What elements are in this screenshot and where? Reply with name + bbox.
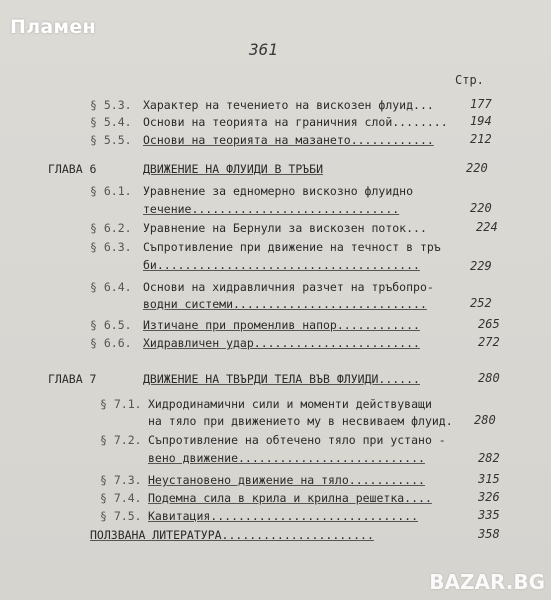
toc-section-number: § 6.5. xyxy=(90,318,132,332)
toc-section-number: § 6.6. xyxy=(90,336,132,350)
toc-entry-text-cont: на тяло при движението му в несвиваем флуид. xyxy=(148,414,453,428)
toc-page-number: 272 xyxy=(478,335,500,349)
toc-entry-text-cont: водни системи............................ xyxy=(143,297,427,311)
toc-page-number: 224 xyxy=(476,220,498,234)
toc-chapter-title: ДВИЖЕНИЕ НА ФЛУИДИ В ТРЪБИ xyxy=(143,162,324,176)
toc-section-number: § 7.4. xyxy=(100,491,142,505)
toc-entry-text: Хидродинамични сили и моменти действуващи xyxy=(148,397,432,411)
toc-section-number: § 6.1. xyxy=(90,184,132,198)
toc-entry-text: Подемна сила в крила и крилна решетка.... xyxy=(148,491,432,505)
toc-page-number: 282 xyxy=(478,451,500,465)
toc-entry-text: Основи на теорията на граничния слой........ xyxy=(143,115,448,129)
toc-section-number: § 5.5. xyxy=(90,133,132,147)
toc-entry-text: Хидравличен удар........................ xyxy=(143,336,420,350)
toc-section-number: § 7.3. xyxy=(100,473,142,487)
toc-entry-text: Уравнение на Бернули за вискозен поток... xyxy=(143,221,427,235)
toc-page-number: 280 xyxy=(478,371,500,385)
page-number: 361 xyxy=(249,40,278,59)
toc-page-number: 212 xyxy=(470,132,492,146)
toc-section-number: § 5.3. xyxy=(90,98,132,112)
toc-section-number: § 7.2. xyxy=(100,433,142,447)
page-column-label: Стр. xyxy=(455,73,484,87)
toc-page-number: 177 xyxy=(470,97,492,111)
watermark-text: Пламен xyxy=(10,16,96,38)
toc-page-number: 194 xyxy=(470,114,492,128)
toc-section-number: § 5.4. xyxy=(90,115,132,129)
bazar-logo: BAZAR.BG xyxy=(429,570,545,594)
toc-section-number: § 6.2. xyxy=(90,221,132,235)
toc-entry-text: Кавитация.............................. xyxy=(148,509,419,523)
toc-entry-text-cont: вено движение........................... xyxy=(148,451,425,465)
toc-chapter-number: ГЛАВА 6 xyxy=(48,162,97,176)
toc-page-number: 280 xyxy=(474,413,496,427)
toc-section-number: § 7.5. xyxy=(100,509,142,523)
toc-entry-text: Уравнение за едномерно вискозно флуидно xyxy=(143,184,414,198)
toc-entry-text: Съпротивление на обтечено тяло при устано - xyxy=(148,433,446,447)
toc-entry-text: Основи на теорията на мазането............ xyxy=(143,133,434,147)
toc-entry-text: Основи на хидравличния разчет на тръбопро- xyxy=(143,280,434,294)
toc-entry-text: Съпротивление при движение на течност в тръ xyxy=(143,240,441,254)
toc-section-number: § 6.4. xyxy=(90,280,132,294)
toc-entry-text-cont: течение.............................. xyxy=(143,202,400,216)
toc-page-number: 252 xyxy=(470,296,492,310)
toc-entry-text: Характер на течението на вискозен флуид... xyxy=(143,98,434,112)
toc-page-number: 315 xyxy=(478,472,500,486)
toc-entry-text: Изтичане при променлив напор............ xyxy=(143,318,420,332)
toc-page-number: 220 xyxy=(470,201,492,215)
toc-section-number: § 7.1. xyxy=(100,397,142,411)
toc-bibliography: ПОЛЗВАНА ЛИТЕРАТУРА...................... xyxy=(90,528,374,542)
toc-page-number: 326 xyxy=(478,490,500,504)
toc-page-number: 335 xyxy=(478,508,500,522)
toc-entry-text-cont: би...................................... xyxy=(143,258,420,272)
toc-page-number: 229 xyxy=(470,259,492,273)
toc-section-number: § 6.3. xyxy=(90,240,132,254)
toc-entry-text: Неустановено движение на тяло........... xyxy=(148,473,425,487)
toc-page-number: 358 xyxy=(478,527,500,541)
toc-chapter-number: ГЛАВА 7 xyxy=(48,372,97,386)
toc-page-number: 265 xyxy=(478,317,500,331)
toc-chapter-title: ДВИЖЕНИЕ НА ТВЪРДИ ТЕЛА ВЪВ ФЛУИДИ...... xyxy=(143,372,420,386)
toc-page-number: 220 xyxy=(466,161,488,175)
